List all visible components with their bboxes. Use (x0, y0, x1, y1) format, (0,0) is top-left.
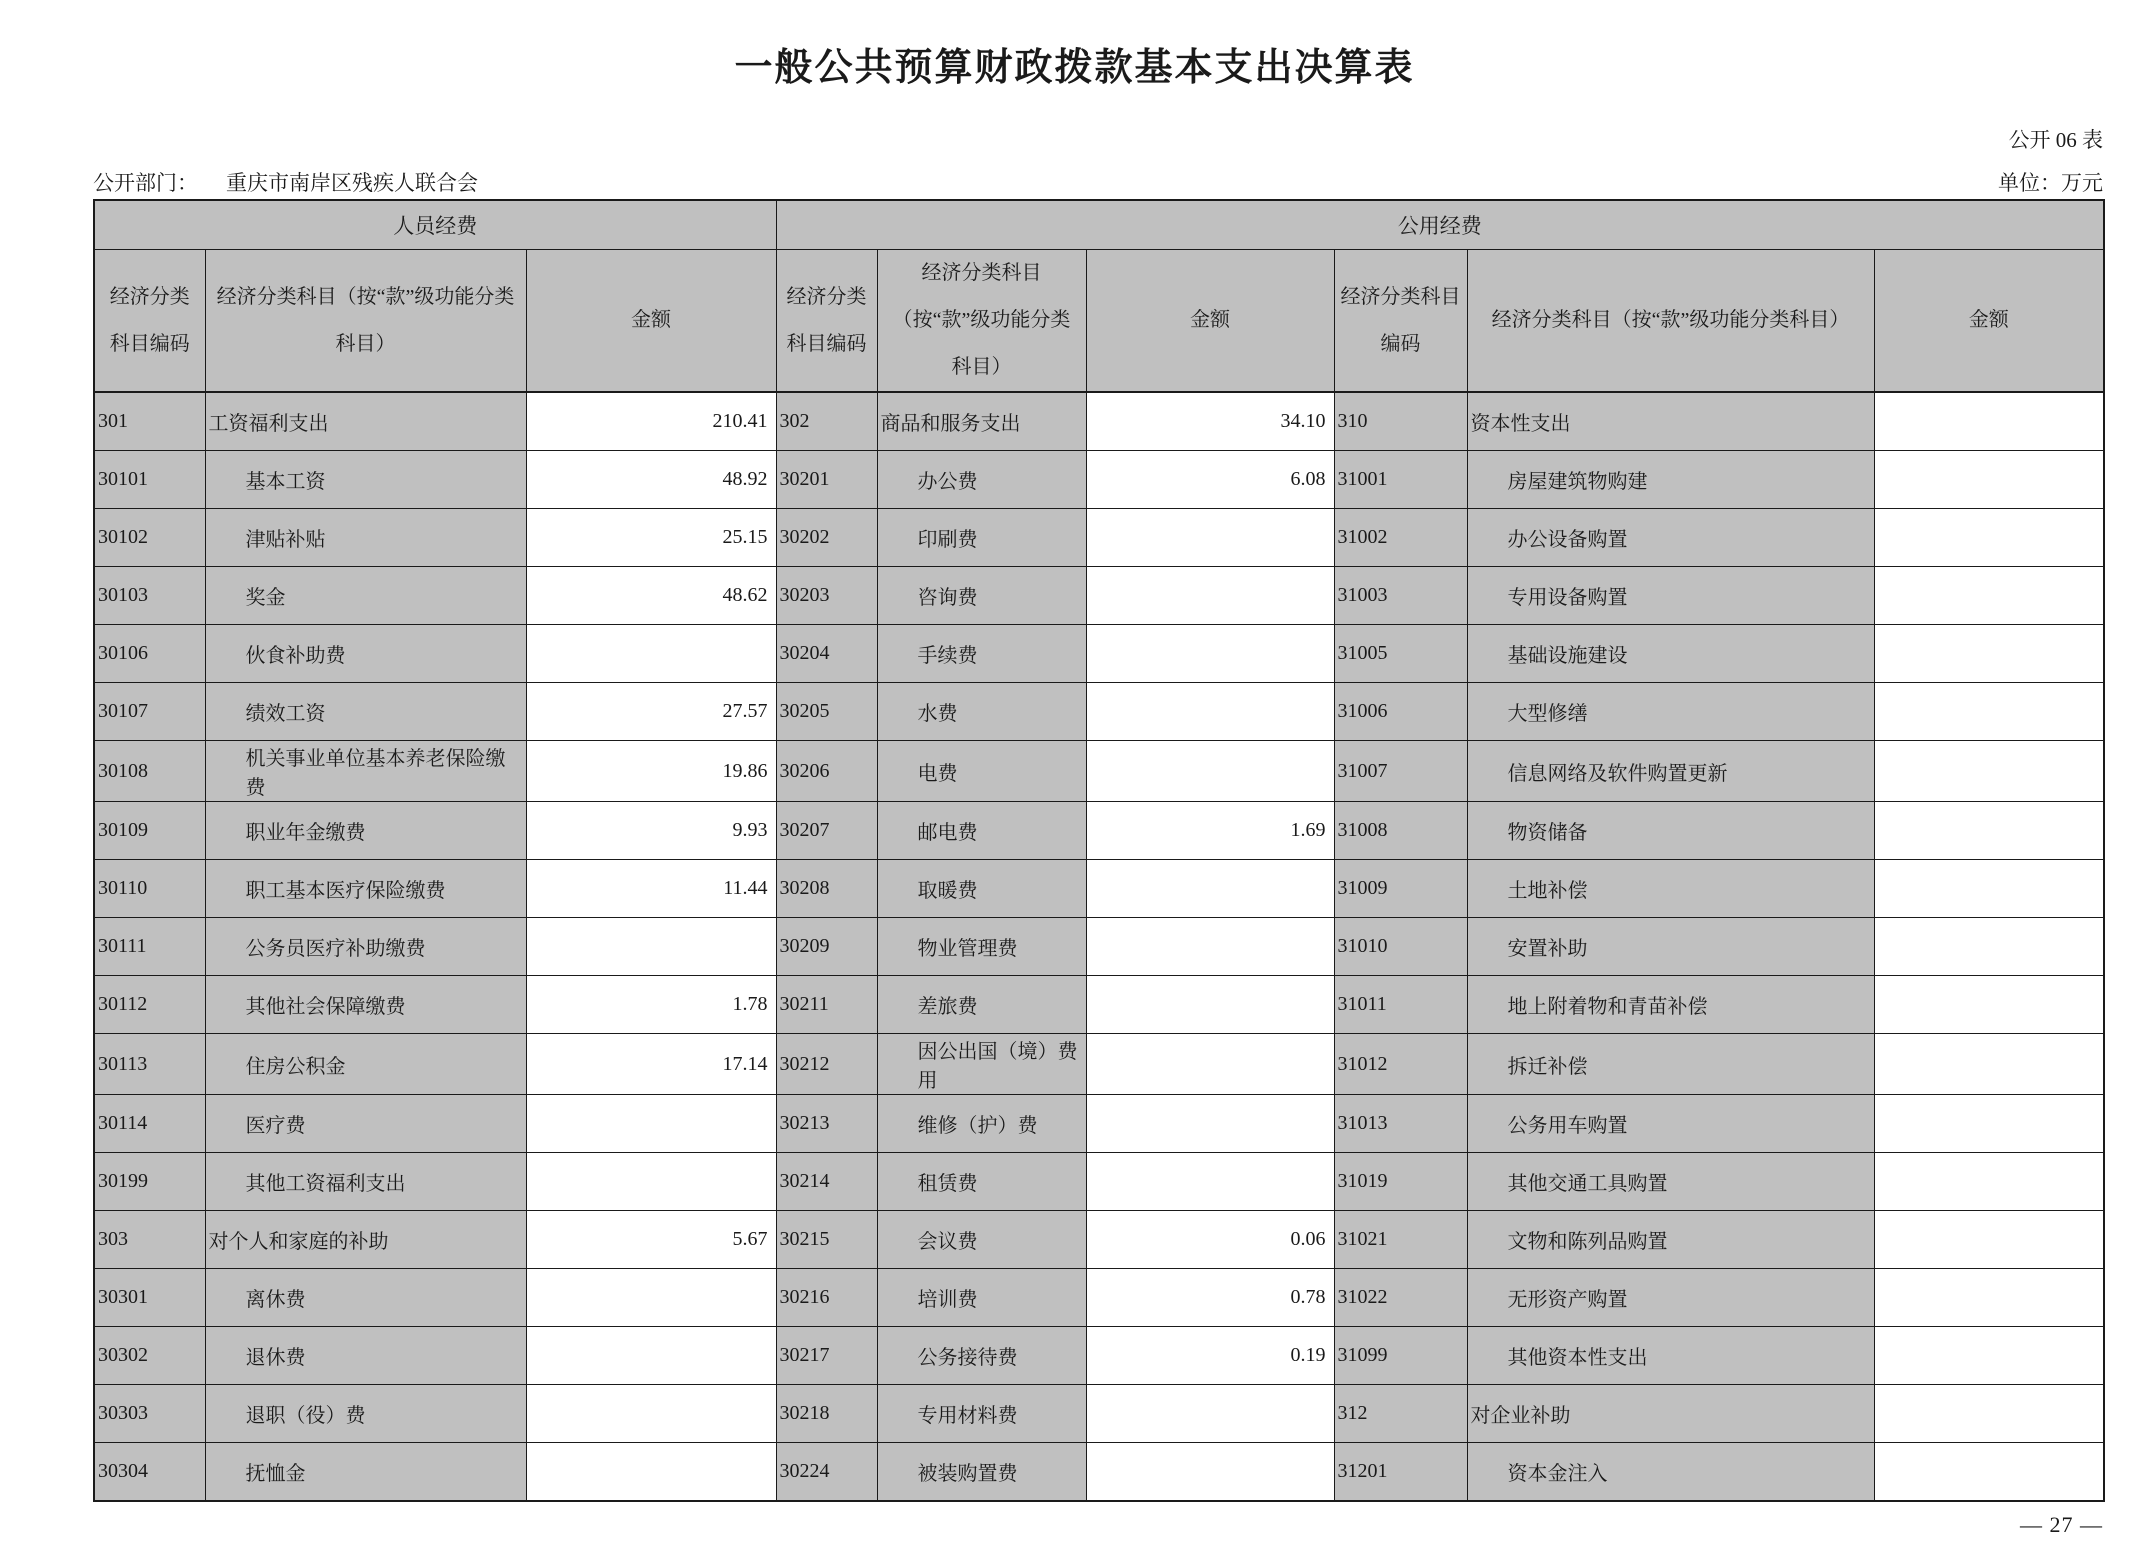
capital-code-cell: 31099 (1334, 1327, 1467, 1385)
section-header-public: 公用经费 (776, 200, 2104, 250)
personnel-subject-cell: 离休费 (205, 1269, 526, 1327)
table-body (94, 392, 2104, 1501)
personnel-amount-cell (526, 1385, 776, 1443)
public-subject-cell: 电费 (877, 741, 1086, 802)
personnel-code-cell: 30304 (94, 1443, 205, 1502)
personnel-code-cell: 30199 (94, 1153, 205, 1211)
column-header-code: 经济分类科目编码 (776, 250, 877, 393)
personnel-subject-cell: 伙食补助费 (205, 625, 526, 683)
personnel-amount-cell (526, 918, 776, 976)
public-subject-cell: 咨询费 (877, 567, 1086, 625)
capital-subject-cell: 资本性支出 (1467, 392, 1874, 451)
public-amount-cell: 34.10 (1086, 392, 1334, 451)
capital-amount-cell (1874, 1153, 2104, 1211)
table-row (94, 860, 2104, 918)
personnel-code-cell: 30301 (94, 1269, 205, 1327)
personnel-code-cell: 30302 (94, 1327, 205, 1385)
table-row (94, 451, 2104, 509)
public-amount-cell (1086, 1385, 1334, 1443)
capital-code-cell: 31021 (1334, 1211, 1467, 1269)
public-subject-cell: 手续费 (877, 625, 1086, 683)
capital-amount-cell (1874, 976, 2104, 1034)
capital-subject-cell: 地上附着物和青苗补偿 (1467, 976, 1874, 1034)
personnel-code-cell: 30103 (94, 567, 205, 625)
capital-subject-cell: 安置补助 (1467, 918, 1874, 976)
capital-amount-cell (1874, 1269, 2104, 1327)
capital-subject-cell: 文物和陈列品购置 (1467, 1211, 1874, 1269)
personnel-subject-cell: 工资福利支出 (205, 392, 526, 451)
capital-subject-cell: 对企业补助 (1467, 1385, 1874, 1443)
table-row (94, 802, 2104, 860)
capital-subject-cell: 大型修缮 (1467, 683, 1874, 741)
personnel-subject-cell: 机关事业单位基本养老保险缴费 (205, 741, 526, 802)
table-row (94, 683, 2104, 741)
capital-amount-cell (1874, 1327, 2104, 1385)
column-header-amount: 金额 (1086, 250, 1334, 393)
public-subject-cell: 办公费 (877, 451, 1086, 509)
personnel-code-cell: 303 (94, 1211, 205, 1269)
capital-code-cell: 31201 (1334, 1443, 1467, 1502)
public-code-cell: 30209 (776, 918, 877, 976)
public-subject-cell: 取暖费 (877, 860, 1086, 918)
public-amount-cell: 1.69 (1086, 802, 1334, 860)
personnel-code-cell: 30109 (94, 802, 205, 860)
capital-amount-cell (1874, 567, 2104, 625)
capital-subject-cell: 土地补偿 (1467, 860, 1874, 918)
public-amount-cell (1086, 918, 1334, 976)
personnel-subject-cell: 津贴补贴 (205, 509, 526, 567)
personnel-subject-cell: 职工基本医疗保险缴费 (205, 860, 526, 918)
dept-value: 重庆市南岸区残疾人联合会 (226, 171, 478, 195)
public-amount-cell: 0.78 (1086, 1269, 1334, 1327)
column-header-subject: 经济分类科目（按“款”级功能分类科目） (877, 250, 1086, 393)
personnel-code-cell: 301 (94, 392, 205, 451)
capital-subject-cell: 办公设备购置 (1467, 509, 1874, 567)
public-amount-cell (1086, 1095, 1334, 1153)
public-amount-cell: 0.06 (1086, 1211, 1334, 1269)
capital-code-cell: 31019 (1334, 1153, 1467, 1211)
public-code-cell: 30206 (776, 741, 877, 802)
personnel-amount-cell: 210.41 (526, 392, 776, 451)
public-code-cell: 30203 (776, 567, 877, 625)
budget-table (93, 199, 2105, 1502)
capital-subject-cell: 房屋建筑物购建 (1467, 451, 1874, 509)
capital-subject-cell: 专用设备购置 (1467, 567, 1874, 625)
capital-amount-cell (1874, 1211, 2104, 1269)
capital-code-cell: 31008 (1334, 802, 1467, 860)
section-header-personnel: 人员经费 (94, 200, 776, 250)
capital-amount-cell (1874, 1095, 2104, 1153)
public-amount-cell: 6.08 (1086, 451, 1334, 509)
public-code-cell: 30207 (776, 802, 877, 860)
public-subject-cell: 专用材料费 (877, 1385, 1086, 1443)
column-header-subject: 经济分类科目（按“款”级功能分类科目） (1467, 250, 1874, 393)
column-header-amount: 金额 (1874, 250, 2104, 393)
public-subject-cell: 会议费 (877, 1211, 1086, 1269)
public-subject-cell: 印刷费 (877, 509, 1086, 567)
personnel-subject-cell: 奖金 (205, 567, 526, 625)
capital-subject-cell: 其他交通工具购置 (1467, 1153, 1874, 1211)
personnel-subject-cell: 住房公积金 (205, 1034, 526, 1095)
capital-code-cell: 31010 (1334, 918, 1467, 976)
meta-line (93, 167, 2103, 197)
personnel-subject-cell: 医疗费 (205, 1095, 526, 1153)
public-amount-cell (1086, 509, 1334, 567)
personnel-amount-cell: 19.86 (526, 741, 776, 802)
personnel-code-cell: 30303 (94, 1385, 205, 1443)
personnel-code-cell: 30102 (94, 509, 205, 567)
public-code-cell: 30218 (776, 1385, 877, 1443)
personnel-subject-cell: 退职（役）费 (205, 1385, 526, 1443)
capital-subject-cell: 资本金注入 (1467, 1443, 1874, 1502)
personnel-code-cell: 30108 (94, 741, 205, 802)
public-subject-cell: 物业管理费 (877, 918, 1086, 976)
personnel-amount-cell: 11.44 (526, 860, 776, 918)
table-row (94, 1034, 2104, 1095)
capital-amount-cell (1874, 802, 2104, 860)
personnel-subject-cell: 公务员医疗补助缴费 (205, 918, 526, 976)
capital-amount-cell (1874, 451, 2104, 509)
public-code-cell: 30216 (776, 1269, 877, 1327)
public-code-cell: 30211 (776, 976, 877, 1034)
capital-code-cell: 31002 (1334, 509, 1467, 567)
personnel-code-cell: 30107 (94, 683, 205, 741)
page-title: 一般公共预算财政拨款基本支出决算表 (734, 47, 1415, 89)
capital-code-cell: 31005 (1334, 625, 1467, 683)
personnel-subject-cell: 其他工资福利支出 (205, 1153, 526, 1211)
personnel-code-cell: 30106 (94, 625, 205, 683)
public-amount-cell (1086, 1153, 1334, 1211)
column-header-amount: 金额 (526, 250, 776, 393)
column-header-subject: 经济分类科目（按“款”级功能分类科目） (205, 250, 526, 393)
public-subject-cell: 租赁费 (877, 1153, 1086, 1211)
table-row (94, 1385, 2104, 1443)
public-subject-cell: 差旅费 (877, 976, 1086, 1034)
public-code-cell: 30201 (776, 451, 877, 509)
public-subject-cell: 水费 (877, 683, 1086, 741)
personnel-amount-cell: 48.62 (526, 567, 776, 625)
table-row (94, 1327, 2104, 1385)
public-subject-cell: 维修（护）费 (877, 1095, 1086, 1153)
table-row (94, 741, 2104, 802)
public-subject-cell: 公务接待费 (877, 1327, 1086, 1385)
public-code-cell: 30217 (776, 1327, 877, 1385)
capital-code-cell: 31003 (1334, 567, 1467, 625)
public-subject-cell: 培训费 (877, 1269, 1086, 1327)
page-number: — 27 — (2020, 1512, 2103, 1537)
personnel-code-cell: 30114 (94, 1095, 205, 1153)
capital-subject-cell: 基础设施建设 (1467, 625, 1874, 683)
public-code-cell: 30214 (776, 1153, 877, 1211)
personnel-subject-cell: 其他社会保障缴费 (205, 976, 526, 1034)
personnel-amount-cell: 25.15 (526, 509, 776, 567)
public-amount-cell (1086, 683, 1334, 741)
public-subject-cell: 被装购置费 (877, 1443, 1086, 1502)
public-subject-cell: 邮电费 (877, 802, 1086, 860)
personnel-subject-cell: 退休费 (205, 1327, 526, 1385)
capital-code-cell: 31001 (1334, 451, 1467, 509)
personnel-code-cell: 30101 (94, 451, 205, 509)
capital-amount-cell (1874, 918, 2104, 976)
capital-code-cell: 31011 (1334, 976, 1467, 1034)
capital-amount-cell (1874, 625, 2104, 683)
table-row (94, 1095, 2104, 1153)
personnel-code-cell: 30113 (94, 1034, 205, 1095)
personnel-subject-cell: 绩效工资 (205, 683, 526, 741)
table-row (94, 625, 2104, 683)
public-code-cell: 30212 (776, 1034, 877, 1095)
table-row (94, 976, 2104, 1034)
table-row (94, 1153, 2104, 1211)
table-row (94, 392, 2104, 451)
personnel-amount-cell (526, 1269, 776, 1327)
table-number: 公开 06 表 (2008, 128, 2103, 152)
column-header-code: 经济分类科目编码 (94, 250, 205, 393)
capital-amount-cell (1874, 1034, 2104, 1095)
public-code-cell: 30224 (776, 1443, 877, 1502)
public-amount-cell (1086, 741, 1334, 802)
capital-subject-cell: 物资储备 (1467, 802, 1874, 860)
public-amount-cell: 0.19 (1086, 1327, 1334, 1385)
public-amount-cell (1086, 1443, 1334, 1502)
personnel-amount-cell (526, 1153, 776, 1211)
personnel-amount-cell: 1.78 (526, 976, 776, 1034)
public-code-cell: 30202 (776, 509, 877, 567)
capital-code-cell: 310 (1334, 392, 1467, 451)
public-amount-cell (1086, 976, 1334, 1034)
public-code-cell: 30208 (776, 860, 877, 918)
personnel-subject-cell: 抚恤金 (205, 1443, 526, 1502)
public-code-cell: 30205 (776, 683, 877, 741)
capital-amount-cell (1874, 392, 2104, 451)
capital-amount-cell (1874, 1385, 2104, 1443)
capital-amount-cell (1874, 1443, 2104, 1502)
capital-code-cell: 312 (1334, 1385, 1467, 1443)
capital-code-cell: 31022 (1334, 1269, 1467, 1327)
unit-label: 单位：万元 (1998, 171, 2103, 195)
personnel-subject-cell: 对个人和家庭的补助 (205, 1211, 526, 1269)
personnel-amount-cell (526, 1327, 776, 1385)
personnel-amount-cell: 17.14 (526, 1034, 776, 1095)
public-amount-cell (1086, 860, 1334, 918)
personnel-amount-cell (526, 1095, 776, 1153)
table-row (94, 567, 2104, 625)
capital-code-cell: 31007 (1334, 741, 1467, 802)
personnel-code-cell: 30111 (94, 918, 205, 976)
personnel-amount-cell: 27.57 (526, 683, 776, 741)
personnel-amount-cell (526, 625, 776, 683)
public-code-cell: 302 (776, 392, 877, 451)
capital-code-cell: 31012 (1334, 1034, 1467, 1095)
public-amount-cell (1086, 1034, 1334, 1095)
personnel-code-cell: 30112 (94, 976, 205, 1034)
public-subject-cell: 商品和服务支出 (877, 392, 1086, 451)
capital-amount-cell (1874, 683, 2104, 741)
capital-amount-cell (1874, 860, 2104, 918)
personnel-amount-cell: 5.67 (526, 1211, 776, 1269)
table-row (94, 1269, 2104, 1327)
capital-code-cell: 31009 (1334, 860, 1467, 918)
personnel-amount-cell: 9.93 (526, 802, 776, 860)
personnel-subject-cell: 职业年金缴费 (205, 802, 526, 860)
capital-amount-cell (1874, 509, 2104, 567)
table-row (94, 1211, 2104, 1269)
table-row (94, 1443, 2104, 1502)
public-subject-cell: 因公出国（境）费用 (877, 1034, 1086, 1095)
dept-label: 公开部门： (93, 171, 198, 195)
personnel-amount-cell (526, 1443, 776, 1502)
column-header-code: 经济分类科目编码 (1334, 250, 1467, 393)
personnel-amount-cell: 48.92 (526, 451, 776, 509)
capital-code-cell: 31006 (1334, 683, 1467, 741)
capital-subject-cell: 信息网络及软件购置更新 (1467, 741, 1874, 802)
public-amount-cell (1086, 625, 1334, 683)
public-code-cell: 30204 (776, 625, 877, 683)
public-code-cell: 30215 (776, 1211, 877, 1269)
capital-subject-cell: 拆迁补偿 (1467, 1034, 1874, 1095)
personnel-code-cell: 30110 (94, 860, 205, 918)
public-amount-cell (1086, 567, 1334, 625)
capital-subject-cell: 无形资产购置 (1467, 1269, 1874, 1327)
capital-amount-cell (1874, 741, 2104, 802)
table-row (94, 509, 2104, 567)
capital-subject-cell: 公务用车购置 (1467, 1095, 1874, 1153)
capital-subject-cell: 其他资本性支出 (1467, 1327, 1874, 1385)
public-code-cell: 30213 (776, 1095, 877, 1153)
capital-code-cell: 31013 (1334, 1095, 1467, 1153)
table-row (94, 918, 2104, 976)
personnel-subject-cell: 基本工资 (205, 451, 526, 509)
